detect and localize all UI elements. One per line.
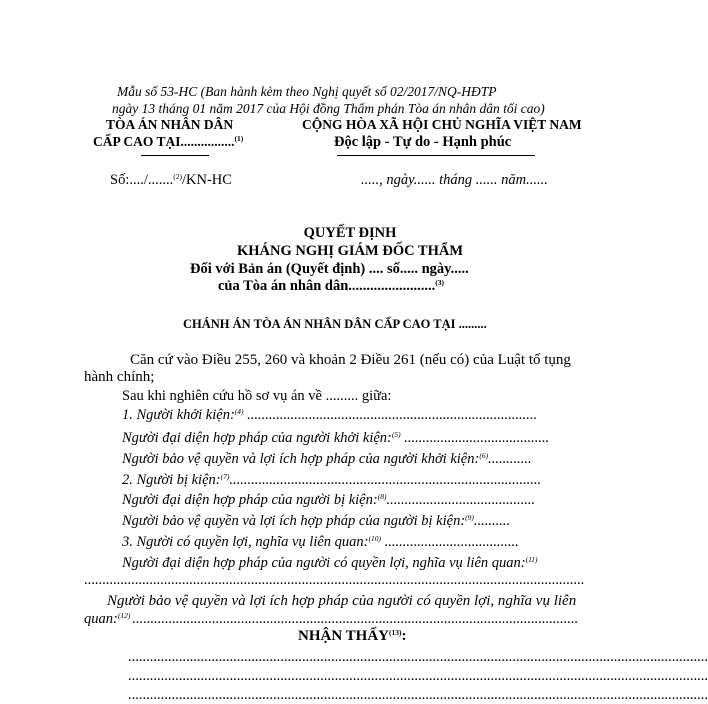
form-note-line2: ngày 13 tháng 01 năm 2017 của Hội đồng Thẩm phán Tòa án nhân dân tối cao) — [112, 101, 545, 116]
related-party-protector-line1: Người bảo vệ quyền và lợi ích hợp pháp của người có quyền lợi, nghĩa vụ liên — [107, 593, 577, 609]
motto-underline — [337, 155, 535, 156]
plaintiff-line: 1. Người khởi kiện:$^{(4)}$ ................................................................................ — [122, 407, 538, 423]
legal-basis-line1: Căn cứ vào Điều 255, 260 và khoản 2 Điều 261 (nếu có) của Luật tố tụng — [130, 352, 571, 368]
findings-dots-line: ................................................................................................................................................................ — [128, 668, 708, 684]
court-reference: của Tòa án nhân dân........................$^{(3)}$ — [218, 278, 445, 294]
document-number: Số:..../.......$^{(2)}$/KN-HC — [110, 172, 232, 188]
related-party-representative-line: Người đại diện hợp pháp của người có quyền lợi, nghĩa vụ liên quan:$^{(11)}$ — [122, 555, 538, 571]
legal-basis-line2: hành chính; — [84, 369, 155, 385]
nation-motto: Độc lập - Tự do - Hạnh phúc — [334, 134, 512, 150]
form-note-line1: Mẫu số 53-HC (Ban hành kèm theo Nghị quyết số 02/2017/NQ-HĐTP — [117, 84, 497, 99]
related-party-protector-line2: quan:$^{(12)}$ — [84, 611, 131, 627]
decision-subtitle: KHÁNG NGHỊ GIÁM ĐỐC THẨM — [236, 243, 464, 259]
court-name-line1: TÒA ÁN NHÂN DÂN — [106, 117, 234, 132]
defendant-protector-line: Người bảo vệ quyền và lợi ích hợp pháp của người bị kiện:$^{(9)}$.......... — [122, 513, 511, 529]
findings-heading: NHẬN THẤY$^{(13)}$: — [298, 628, 407, 644]
related-party-protector-dots: ........................................................................................................................... — [132, 611, 578, 627]
document-date: ....., ngày...... tháng ...... năm...... — [361, 172, 548, 188]
defendant-line: 2. Người bị kiện:$^{(7)}$...................................................................................... — [122, 472, 542, 488]
court-underline — [141, 155, 209, 156]
related-party-line: 3. Người có quyền lợi, nghĩa vụ liên quan:$^{(10)}$ ..................................... — [122, 534, 519, 550]
issuer-heading: CHÁNH ÁN TÒA ÁN NHÂN DÂN CẤP CAO TẠI ......... — [183, 317, 487, 331]
findings-dots-line: ................................................................................................................................................................ — [128, 687, 708, 703]
related-party-representative-dots: .......................................................................................................................................... — [84, 572, 585, 588]
decision-title: QUYẾT ĐỊNH — [303, 225, 397, 241]
nation-name: CỘNG HÒA XÃ HỘI CHỦ NGHĨA VIỆT NAM — [302, 117, 582, 132]
findings-dots-line: ................................................................................................................................................................ — [128, 649, 708, 665]
defendant-representative-line: Người đại diện hợp pháp của người bị kiện:$^{(8)}$......................................... — [122, 492, 536, 508]
plaintiff-representative-line: Người đại diện hợp pháp của người khởi kiện:$^{(5)}$ ........................................ — [122, 430, 550, 446]
plaintiff-protector-line: Người bảo vệ quyền và lợi ích hợp pháp của người khởi kiện:$^{(6)}$............ — [122, 451, 532, 467]
court-name-line2: CẤP CAO TẠI................$^{(1)}$ — [93, 134, 244, 149]
judgment-reference: Đối với Bản án (Quyết định) .... số..... ngày..... — [190, 261, 469, 277]
case-review-line: Sau khi nghiên cứu hồ sơ vụ án về ......... giữa: — [122, 388, 392, 404]
